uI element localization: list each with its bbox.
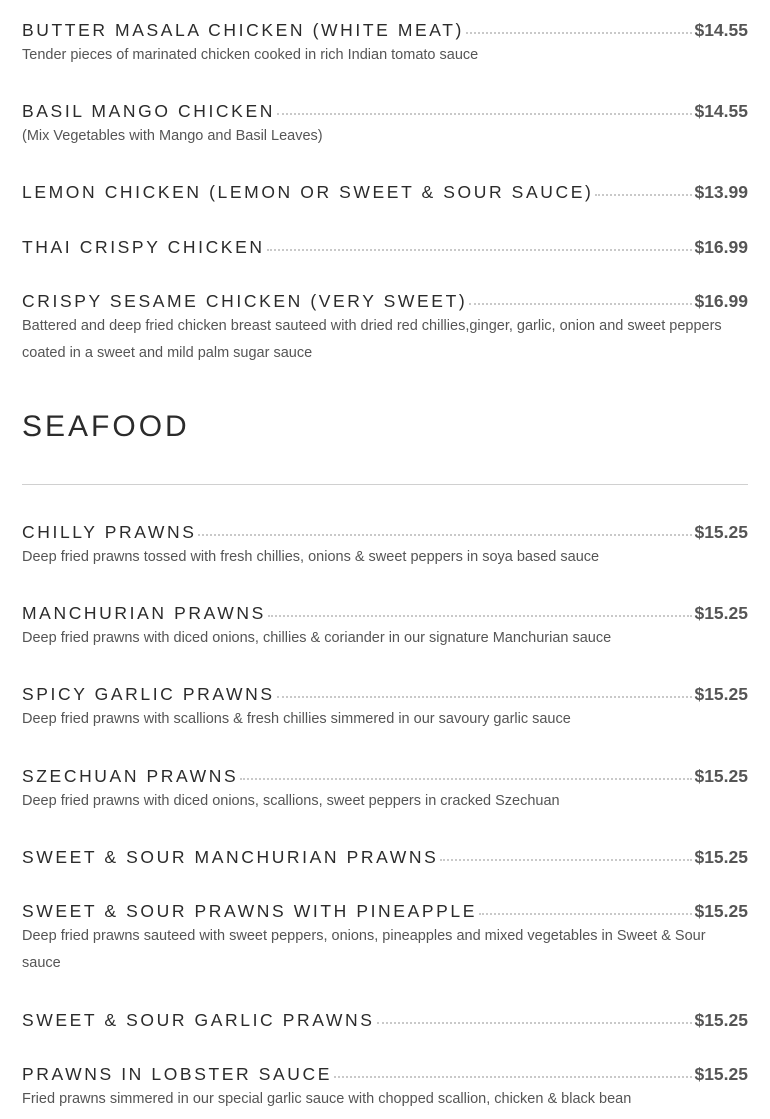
item-price: $14.55 xyxy=(694,101,748,121)
menu-item xyxy=(22,101,748,150)
item-name: LEMON CHICKEN (LEMON OR SWEET & SOUR SAUCE) xyxy=(22,182,594,202)
item-description: Deep fried prawns sauteed with sweet peppers, onions, pineapples and mixed vegetables in Sweet & Sour sauce xyxy=(22,928,706,971)
dot-leader xyxy=(334,1076,692,1078)
dot-leader xyxy=(267,249,693,251)
menu-item xyxy=(22,182,748,203)
item-price: $15.25 xyxy=(694,766,748,786)
menu-item xyxy=(22,237,748,258)
dot-leader xyxy=(277,113,693,115)
item-price: $15.25 xyxy=(694,1064,748,1084)
item-description: (Mix Vegetables with Mango and Basil Leaves) xyxy=(22,128,323,144)
item-description: Tender pieces of marinated chicken cooked in rich Indian tomato sauce xyxy=(22,47,479,63)
menu-item xyxy=(22,522,748,571)
item-description: Deep fried prawns with diced onions, chillies & coriander in our signature Manchurian sauce xyxy=(22,630,612,646)
item-name: BUTTER MASALA CHICKEN (WHITE MEAT) xyxy=(22,20,464,40)
item-name: SWEET & SOUR MANCHURIAN PRAWNS xyxy=(22,847,439,867)
dot-leader xyxy=(198,534,692,536)
item-description: Deep fried prawns tossed with fresh chillies, onions & sweet peppers in soya based sauce xyxy=(22,549,600,565)
menu-item xyxy=(22,901,748,977)
dot-leader xyxy=(466,32,692,34)
dot-leader xyxy=(469,303,692,305)
menu-item xyxy=(22,291,748,367)
item-name: SZECHUAN PRAWNS xyxy=(22,766,239,786)
item-name: CRISPY SESAME CHICKEN (VERY SWEET) xyxy=(22,291,468,311)
menu-item xyxy=(22,1064,748,1113)
item-description: Deep fried prawns with diced onions, scallions, sweet peppers in cracked Szechuan xyxy=(22,793,560,809)
item-price: $13.99 xyxy=(694,182,748,202)
dot-leader xyxy=(268,615,693,617)
menu-item xyxy=(22,684,748,733)
item-name: MANCHURIAN PRAWNS xyxy=(22,603,266,623)
item-description: Battered and deep fried chicken breast sauteed with dried red chillies,ginger, garlic, onion and sweet peppers coated in a sweet and mild palm sugar sauce xyxy=(22,318,722,361)
dot-leader xyxy=(479,913,692,915)
menu-item xyxy=(22,847,748,868)
item-price: $16.99 xyxy=(694,291,748,311)
section-divider xyxy=(22,484,748,485)
dot-leader xyxy=(595,194,692,196)
dot-leader xyxy=(277,696,693,698)
item-name: SPICY GARLIC PRAWNS xyxy=(22,684,275,704)
item-description: Deep fried prawns with scallions & fresh chillies simmered in our savoury garlic sauce xyxy=(22,711,571,727)
item-name: CHILLY PRAWNS xyxy=(22,522,197,542)
menu-item xyxy=(22,20,748,69)
item-price: $16.99 xyxy=(694,237,748,257)
menu-item xyxy=(22,603,748,652)
dot-leader xyxy=(440,859,692,861)
item-name: BASIL MANGO CHICKEN xyxy=(22,101,275,121)
dot-leader xyxy=(240,778,692,780)
section-title-seafood: SEAFOOD xyxy=(22,410,190,443)
menu-item xyxy=(22,766,748,815)
item-price: $15.25 xyxy=(694,901,748,921)
item-name: PRAWNS IN LOBSTER SAUCE xyxy=(22,1064,333,1084)
item-price: $14.55 xyxy=(694,20,748,40)
item-description: Fried prawns simmered in our special garlic sauce with chopped scallion, chicken & black bean xyxy=(22,1091,632,1107)
item-price: $15.25 xyxy=(694,847,748,867)
menu-item xyxy=(22,1010,748,1031)
item-price: $15.25 xyxy=(694,1010,748,1030)
item-name: SWEET & SOUR PRAWNS WITH PINEAPPLE xyxy=(22,901,477,921)
item-name: SWEET & SOUR GARLIC PRAWNS xyxy=(22,1010,375,1030)
item-price: $15.25 xyxy=(694,684,748,704)
item-price: $15.25 xyxy=(694,603,748,623)
item-name: THAI CRISPY CHICKEN xyxy=(22,237,265,257)
item-price: $15.25 xyxy=(694,522,748,542)
dot-leader xyxy=(377,1022,693,1024)
